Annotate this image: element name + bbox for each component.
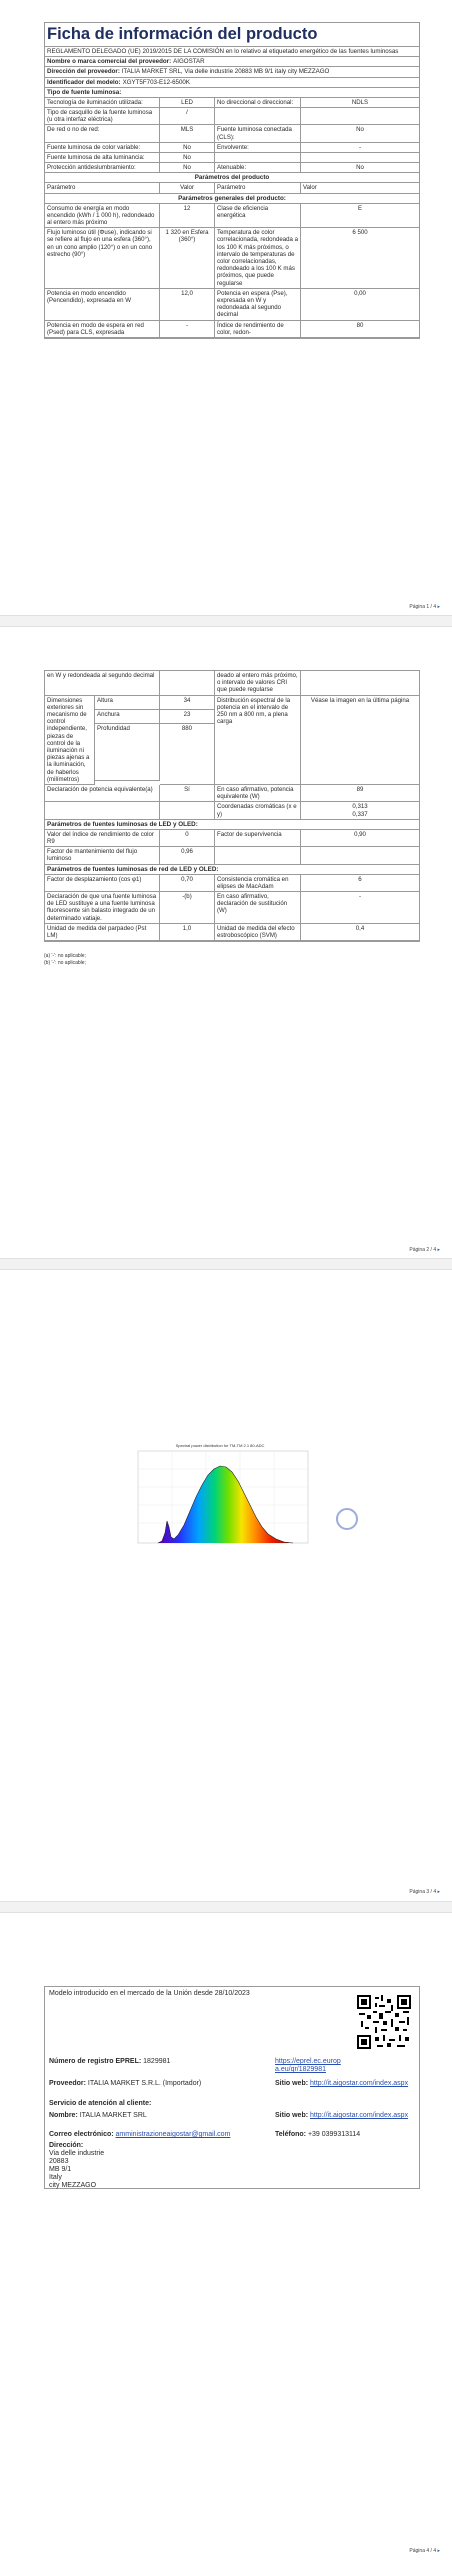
- dim-width-label: Anchura: [95, 710, 160, 724]
- dim-height-label: Altura: [95, 696, 160, 710]
- param-label: Potencia en modo encendido (Pencendido), expresada en W: [45, 289, 160, 321]
- type-grid: [45, 98, 419, 174]
- param-value: Sí: [160, 785, 215, 802]
- param-label: En caso afirmativo, potencia equivalente (W): [215, 785, 301, 802]
- supplier-row: [49, 2080, 269, 2088]
- param-label: Tipo de casquillo de la fuente luminosa (u otra interfaz eléctrica): [45, 108, 160, 125]
- param-label: Fuente luminosa de alta luminancia:: [45, 153, 160, 163]
- param-value: MLS: [160, 125, 215, 142]
- page-arrow-icon[interactable]: ▸: [437, 1247, 440, 1253]
- general-heading: Parámetros generales del producto:: [45, 194, 419, 204]
- param-value: 6: [301, 875, 419, 892]
- param-label: Temperatura de color correlacionada, redondeada a los 100 K más próximos, o intervalo de temperaturas de color correlacionadas, redondeado a los 100 K más próximos, que puede regularse: [215, 228, 301, 289]
- param-label: Coordenadas cromáticas (x e y): [215, 802, 301, 819]
- address-row: [45, 67, 419, 77]
- param-label: [215, 847, 301, 864]
- param-value: [160, 671, 215, 696]
- intro-text: Modelo introducido en el mercado de la Unión desde 28/10/2023: [49, 1990, 250, 1997]
- param-label: [45, 802, 160, 819]
- page-break: [0, 615, 452, 627]
- param-value: 0,4: [301, 924, 419, 941]
- email-label: Correo electrónico:: [49, 2131, 114, 2138]
- phone-row: [275, 2131, 415, 2139]
- params-table-cont: [44, 670, 420, 942]
- param-value: -: [301, 143, 419, 153]
- param-label: Potencia en espera (Pse), expresada en W y redondeada al segundo decimal: [215, 289, 301, 321]
- qr-svg: [357, 1995, 411, 2049]
- col-param-2: Parámetro: [215, 183, 301, 193]
- dir-line: MB 9/1: [49, 2166, 72, 2173]
- spectral-value: Véase la imagen en la última página: [301, 696, 419, 785]
- led-grid: [45, 830, 419, 865]
- phone-value: +39 0399313114: [307, 2131, 361, 2138]
- param-label: Factor de mantenimiento del flujo luminoso: [45, 847, 160, 864]
- model-value: XGYT5F703-E12-6500K: [122, 78, 190, 86]
- spectrum-svg: [128, 1441, 313, 1553]
- param-value: [301, 153, 419, 163]
- page-4: [0, 1914, 452, 2560]
- led-heading: Parámetros de fuentes luminosas de LED y OLED:: [45, 820, 419, 830]
- param-label: Clase de eficiencia energética: [215, 204, 301, 229]
- page-label: Página 2 / 4: [409, 1247, 437, 1253]
- param-value: [301, 671, 419, 696]
- page-3: [0, 1271, 452, 1901]
- eprel-link[interactable]: https://eprel.ec.europa.eu/qr/1829981: [275, 2058, 341, 2073]
- param-value: E: [301, 204, 419, 229]
- param-value: No: [301, 163, 419, 173]
- col-param-1: Parámetro: [45, 183, 160, 193]
- param-value: 12,0: [160, 289, 215, 321]
- address-label: Dirección del proveedor:: [47, 68, 120, 76]
- model-label: Identificador del modelo:: [47, 78, 121, 86]
- params-heading: Parámetros del producto: [45, 173, 419, 183]
- page-arrow-icon[interactable]: ▸: [437, 1889, 440, 1895]
- param-value: 0,90: [301, 830, 419, 847]
- type-heading: Tipo de fuente luminosa:: [45, 88, 419, 98]
- param-label: Protección antideslumbramiento:: [45, 163, 160, 173]
- page-break: [0, 1901, 452, 1913]
- param-label: [215, 153, 301, 163]
- page-number-4: [409, 2548, 440, 2554]
- dim-depth-value: 880: [160, 724, 215, 785]
- param-label: Unidad de medida del efecto estroboscópico (SVM): [215, 924, 301, 941]
- name-label: Nombre:: [49, 2112, 78, 2119]
- dir-line: city MEZZAGO: [49, 2182, 97, 2189]
- page-number-2: [409, 1247, 440, 1253]
- page-arrow-icon[interactable]: ▸: [437, 604, 440, 610]
- address-value: ITALIA MARKET SRL, Via delle industrie 20883 MB 9/1 italy city MEZZAGO: [121, 68, 330, 76]
- param-value: No: [160, 153, 215, 163]
- web2-row: [275, 2112, 415, 2120]
- param-label: De red o no de red:: [45, 125, 160, 142]
- param-label: [215, 108, 301, 125]
- brand-label: Nombre o marca comercial del proveedor:: [47, 58, 172, 66]
- param-value: 1,0: [160, 924, 215, 941]
- param-value: -(b): [160, 892, 215, 924]
- param-label: Flujo luminoso útil (Φuse), indicando si se refiere al flujo en una esfera (360°), en un cono amplio (120°) o en un cono estrecho (90°): [45, 228, 160, 289]
- param-label: Unidad de medida del parpadeo (Pst LM): [45, 924, 160, 941]
- param-value: [160, 802, 215, 819]
- param-label: No direccional o direccional:: [215, 98, 301, 108]
- param-value: -: [160, 321, 215, 338]
- param-label: Potencia en modo de espera en red (Psed) para CLS, expresada: [45, 321, 160, 338]
- param-value: 0,96: [160, 847, 215, 864]
- param-value: LED: [160, 98, 215, 108]
- param-label: deado al entero más próximo, o intervalo de valores CRI que puede regularse: [215, 671, 301, 696]
- footnote-b: (b) '-': no aplicable;: [44, 960, 86, 966]
- web2-link[interactable]: http://it.aigostar.com/index.aspx: [310, 2112, 409, 2119]
- param-value: NDLS: [301, 98, 419, 108]
- name-value: ITALIA MARKET SRL: [79, 2112, 147, 2119]
- param-value: No: [160, 143, 215, 153]
- model-row: [45, 78, 419, 88]
- footnotes: [44, 953, 86, 967]
- phone-label: Teléfono:: [275, 2131, 306, 2138]
- web-link[interactable]: http://it.aigostar.com/index.aspx: [310, 2080, 409, 2087]
- page-number-1: [409, 604, 440, 610]
- product-sheet-table: [44, 22, 420, 339]
- dims-label: Dimensiones exteriores sin mecanismo de control independiente, piezas de control de la iluminación ni piezas ajenas a la iluminación, de haberlos (milímetros): [45, 696, 95, 785]
- param-value: /: [160, 108, 215, 125]
- param-label: Consistencia cromática en elipses de MacAdam: [215, 875, 301, 892]
- param-value: No: [160, 163, 215, 173]
- dim-height-value: 34: [160, 696, 215, 710]
- param-value: 80: [301, 321, 419, 338]
- param-value: [301, 108, 419, 125]
- dir-line: 20883: [49, 2158, 69, 2165]
- supplier-value: ITALIA MARKET S.R.L. (Importador): [87, 2080, 202, 2087]
- page-1: [0, 0, 452, 615]
- reg-value: 1829981: [143, 2058, 171, 2065]
- param-value: 0,70: [160, 875, 215, 892]
- page-label: Página 4 / 4: [409, 2548, 437, 2554]
- param-label: Declaración de que una fuente luminosa de LED sustituye a una fuente luminosa fluorescente sin balasto integrado de un determinado vatiaje.: [45, 892, 160, 924]
- led2-heading: Parámetros de fuentes luminosas de red de LED y OLED:: [45, 865, 419, 875]
- dir-line: Italy: [49, 2174, 62, 2181]
- param-label: En caso afirmativo, declaración de sustitución (W): [215, 892, 301, 924]
- param-label: en W y redondeada al segundo decimal: [45, 671, 160, 696]
- param-label: Factor de desplazamiento (cos φ1): [45, 875, 160, 892]
- supplier-label: Proveedor:: [49, 2080, 86, 2087]
- param-value: No: [301, 125, 419, 142]
- brand-row: [45, 57, 419, 67]
- registration-row: [49, 2058, 269, 2066]
- param-label: Fuente luminosa de color variable:: [45, 143, 160, 153]
- dir-label: Dirección:: [49, 2142, 84, 2149]
- email-row: [49, 2131, 274, 2139]
- brand-value: AIGOSTAR: [173, 58, 205, 66]
- web-row: [275, 2080, 415, 2088]
- footnote-a: (a) '-': no aplicable;: [44, 953, 86, 959]
- supplier-box: [44, 1986, 420, 2189]
- param-label: Fuente luminosa conectada (CLS):: [215, 125, 301, 142]
- page-break: [0, 1258, 452, 1270]
- param-value: 0,313 0,337: [301, 802, 419, 819]
- page-title: Ficha de información del producto: [45, 23, 419, 47]
- dir-lines: [49, 2150, 104, 2190]
- col-value-1: Valor: [160, 183, 215, 193]
- param-value: 12: [160, 204, 215, 229]
- param-label: Factor de supervivencia: [215, 830, 301, 847]
- page-2: [0, 628, 452, 1258]
- dim-depth-label: Profundidad: [95, 724, 160, 781]
- param-label: Valor del índice de rendimiento de color R9: [45, 830, 160, 847]
- dims-grid: [45, 696, 419, 785]
- param-value: [301, 847, 419, 864]
- spectral-label: Distribución espectral de la potencia en el intervalo de 250 nm a 800 nm, a plena carga: [215, 696, 301, 785]
- spectrum-chart: [128, 1441, 313, 1553]
- param-value: 0: [160, 830, 215, 847]
- led2-grid: [45, 875, 419, 942]
- param-value: 6 500: [301, 228, 419, 289]
- dir-line: Via delle industrie: [49, 2150, 105, 2157]
- cont-grid: [45, 671, 419, 696]
- watermark-seal: [336, 1508, 358, 1530]
- param-label: Envolvente:: [215, 143, 301, 153]
- params-col-headers: [45, 183, 419, 193]
- name-row: [49, 2112, 269, 2120]
- reg-link-wrap: [275, 2058, 345, 2074]
- email-link[interactable]: amministrazioneaigostar@gmail.com: [115, 2131, 231, 2138]
- param-value: 89: [301, 785, 419, 802]
- dim-width-value: 23: [160, 710, 215, 724]
- reg-label: Número de registro EPREL:: [49, 2058, 142, 2065]
- param-label: Consumo de energía en modo encendido (kWh / 1 000 h), redondeado al entero más próximo: [45, 204, 160, 229]
- param-label: Tecnología de iluminación utilizada:: [45, 98, 160, 108]
- param-label: Declaración de potencia equivalente(a): [45, 785, 160, 802]
- page-label: Página 1 / 4: [409, 604, 437, 610]
- page-number-3: [409, 1889, 440, 1895]
- page-arrow-icon[interactable]: ▸: [437, 2548, 440, 2554]
- page-label: Página 3 / 4: [409, 1889, 437, 1895]
- param-label: Índice de rendimiento de color, redon-: [215, 321, 301, 338]
- param-value: 0,00: [301, 289, 419, 321]
- regulation-text: REGLAMENTO DELEGADO (UE) 2019/2015 DE LA COMISIÓN en lo relativo al etiquetado energético de las fuentes luminosas: [45, 47, 419, 57]
- rows2-grid: [45, 785, 419, 820]
- web-label: Sitio web:: [275, 2080, 309, 2087]
- web2-label: Sitio web:: [275, 2112, 309, 2119]
- service-heading: Servicio de atención al cliente:: [49, 2100, 152, 2107]
- param-value: -: [301, 892, 419, 924]
- general-grid: [45, 204, 419, 338]
- qr-code: [357, 1995, 411, 2049]
- param-value: 1 320 en Esfera (360°): [160, 228, 215, 289]
- chart-title: Spectral power distribution for TM-TM 2.1 80-ADC: [175, 1443, 265, 1448]
- col-value-2: Valor: [301, 183, 419, 193]
- param-label: Atenuable:: [215, 163, 301, 173]
